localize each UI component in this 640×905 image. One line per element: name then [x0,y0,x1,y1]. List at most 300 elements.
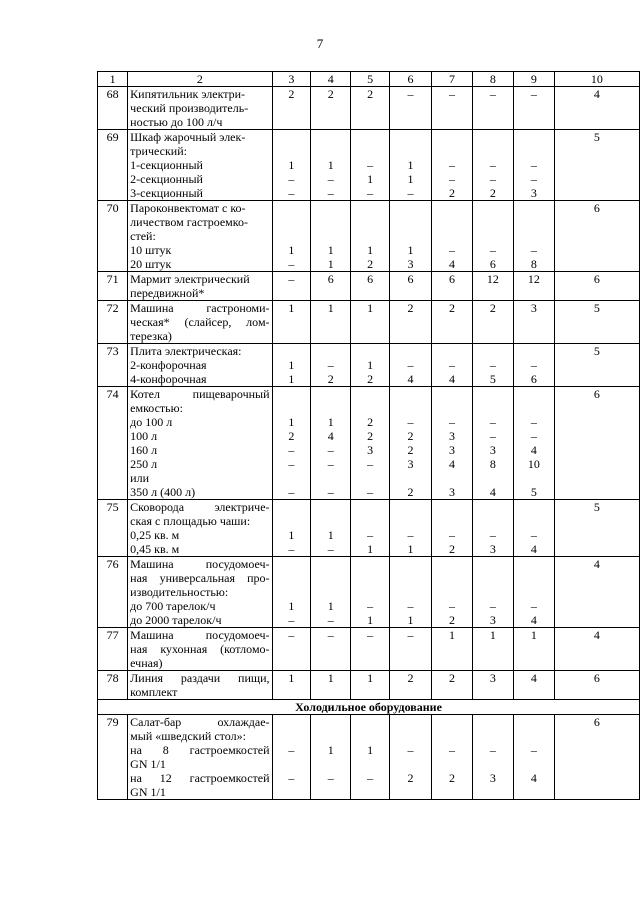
cell-line [555,757,639,771]
cell-line: – [407,186,414,200]
quantity-cell [311,671,351,700]
cell-line [311,215,350,229]
cell-line: 1 [407,243,414,257]
quantity-cell [431,671,472,700]
cell-line: 5 [593,130,600,144]
cell-line [432,329,472,343]
cell-line: 4 [448,457,455,471]
cell-line: – [327,613,334,627]
cell-line [273,757,311,771]
cell-line: – [327,628,334,642]
quantity-cell [431,272,472,301]
cell-line [390,144,431,158]
cell-line: 2 [448,542,455,556]
cell-line [311,315,350,329]
cell-line [390,471,431,485]
cell-line [555,729,639,743]
cell-line [390,329,431,343]
cell-line: 2 [367,257,374,271]
item-name [128,387,272,500]
cell-line [390,500,431,514]
item-name-line: Шкаф жарочный элек- [130,130,246,144]
item-name-line: ная кухонная (котломо- [130,642,270,656]
cell-line: 1 [407,542,414,556]
cell-line: 3 [448,485,455,499]
cell-line: 1 [327,743,334,757]
cell-line [390,715,431,729]
cell-line [473,401,513,415]
cell-line: 2 [407,485,414,499]
cell-line: 2 [288,87,295,101]
cell-line [311,344,350,358]
cell-line [514,557,554,571]
cell-line: 8 [530,257,537,271]
cell-line: 2 [327,372,334,386]
cell-line [514,656,554,670]
item-name-line: 0,45 кв. м [130,542,180,556]
cell-line: 4 [593,628,600,642]
norm-cell [554,87,639,130]
cell-line: – [448,172,455,186]
cell-line: 1 [367,542,374,556]
cell-line [390,215,431,229]
cell-line: 1 [407,613,414,627]
cell-line: 1 [530,628,537,642]
cell-line [351,344,389,358]
cell-line [473,514,513,528]
cell-line: 3 [489,671,496,685]
cell-line [351,642,389,656]
cell-line [351,729,389,743]
table-row [98,500,640,557]
cell-line [514,115,554,129]
item-name-line: Пароконвектомат с ко- [130,201,246,215]
cell-line: – [327,186,334,200]
cell-line: – [530,358,537,372]
cell-line [514,715,554,729]
cell-line [273,387,311,401]
cell-line [390,785,431,799]
quantity-cell [472,272,513,301]
cell-line [311,656,350,670]
cell-line: 1 [367,743,374,757]
cell-line: 2 [367,415,374,429]
cell-line [432,656,472,670]
cell-line [311,401,350,415]
cell-line [273,130,311,144]
cell-line [555,415,639,429]
norm-cell [554,272,639,301]
page-number: 7 [316,36,324,51]
cell-line: 4 [593,87,600,101]
cell-line: 4 [530,542,537,556]
cell-line: 2 [448,186,455,200]
quantity-cell [389,130,431,201]
cell-line: – [288,257,295,271]
cell-line: – [367,485,374,499]
cell-line [390,571,431,585]
cell-line [432,215,472,229]
cell-line: 5 [489,372,496,386]
cell-line [273,642,311,656]
quantity-cell [311,387,351,500]
quantity-cell [472,628,513,671]
cell-line: – [288,613,295,627]
cell-line: – [327,485,334,499]
item-name [128,201,272,272]
cell-line [351,471,389,485]
cell-line [311,130,350,144]
cell-line: 2 [489,301,496,315]
cell-line: – [367,186,374,200]
quantity-cell [431,715,472,800]
cell-line: – [448,87,455,101]
quantity-cell [351,500,390,557]
quantity-cell [351,272,390,301]
header-cell: 4 [311,72,351,87]
cell-line [514,471,554,485]
header-cell: 2 [128,72,272,87]
item-name-line: 0,25 кв. м [130,528,180,542]
quantity-cell [472,201,513,272]
cell-line [555,685,639,699]
cell-line [473,329,513,343]
norm-cell [554,201,639,272]
cell-line [273,557,311,571]
cell-line [311,471,350,485]
quantity-cell [311,87,351,130]
cell-line: 6 [593,671,600,685]
cell-line [273,500,311,514]
quantity-cell [272,87,311,130]
cell-line [390,387,431,401]
item-name-line: или [130,471,149,485]
cell-line: – [489,87,496,101]
quantity-cell [472,671,513,700]
quantity-cell [431,87,472,130]
cell-line [390,101,431,115]
item-name [128,628,272,671]
cell-line [432,729,472,743]
cell-line [514,130,554,144]
cell-line: – [367,528,374,542]
cell-line [432,130,472,144]
cell-line: 1 [327,158,334,172]
cell-line: 6 [367,272,374,286]
cell-line: – [530,158,537,172]
cell-line [555,144,639,158]
item-name-line: 10 штук [130,243,172,257]
cell-line [273,229,311,243]
cell-line [432,785,472,799]
item-name-line: 4-конфорочная [130,372,207,386]
cell-line: 2 [448,771,455,785]
item-name-line: 3-секционный [130,186,203,200]
item-name [128,87,272,130]
cell-line: 6 [593,387,600,401]
cell-line [351,571,389,585]
quantity-cell [311,557,351,628]
cell-line: – [407,743,414,757]
quantity-cell [431,387,472,500]
cell-line: 2 [367,372,374,386]
item-name-line: GN 1/1 [130,785,166,799]
cell-line: – [489,429,496,443]
cell-line [273,571,311,585]
cell-line: 1 [367,358,374,372]
cell-line: 4 [530,443,537,457]
norm-cell [554,715,639,800]
header-cell: 1 [98,72,128,87]
cell-line [390,401,431,415]
cell-line: – [448,243,455,257]
cell-line: 6 [593,715,600,729]
cell-line [555,571,639,585]
cell-line [311,729,350,743]
quantity-cell [272,272,311,301]
cell-line [311,571,350,585]
cell-line [514,729,554,743]
cell-line: 1 [327,243,334,257]
cell-line [351,656,389,670]
section-body [98,700,640,715]
cell-line: 2 [407,771,414,785]
cell-line: 2 [288,429,295,443]
cell-line: – [489,415,496,429]
quantity-cell [513,500,554,557]
cell-line: 6 [593,272,600,286]
cell-line: 1 [288,158,295,172]
cell-line: – [288,743,295,757]
cell-line: 4 [530,771,537,785]
cell-line [351,315,389,329]
cell-line: 2 [489,186,496,200]
section-row [98,700,640,715]
cell-line [390,642,431,656]
cell-line [514,344,554,358]
cell-line [555,215,639,229]
cell-line [473,715,513,729]
header-cell: 5 [351,72,390,87]
item-name-line: комплект [130,685,178,699]
cell-line: – [489,158,496,172]
cell-line [311,500,350,514]
cell-line: 1 [288,358,295,372]
cell-line: – [448,528,455,542]
cell-line [432,201,472,215]
cell-line: 1 [327,528,334,542]
cell-line [473,656,513,670]
cell-line [273,101,311,115]
equipment-table [97,71,640,800]
quantity-cell [311,301,351,344]
norm-cell [554,387,639,500]
cell-line [473,471,513,485]
item-name-line: 2-конфорочная [130,358,207,372]
quantity-cell [513,557,554,628]
cell-line: – [407,528,414,542]
cell-line: – [367,457,374,471]
cell-line [473,115,513,129]
cell-line: 1 [448,628,455,642]
cell-line [311,715,350,729]
norm-cell [554,628,639,671]
cell-line [311,642,350,656]
cell-line: 3 [448,429,455,443]
cell-line: – [530,243,537,257]
table-row [98,387,640,500]
item-name-line: мый «шведский стол»: [130,729,246,743]
table-row [98,557,640,628]
cell-line [390,729,431,743]
quantity-cell [389,715,431,800]
item-name-line: 350 л (400 л) [130,485,196,499]
item-name-line: терезка) [130,329,172,343]
item-number: 79 [98,715,128,800]
cell-line [514,215,554,229]
cell-line: – [288,485,295,499]
cell-line [555,443,639,457]
cell-line [432,715,472,729]
cell-line: – [367,771,374,785]
cell-line: 1 [327,599,334,613]
item-name [128,344,272,387]
cell-line [351,215,389,229]
cell-line: – [489,599,496,613]
header-cell: 6 [389,72,431,87]
quantity-cell [472,715,513,800]
cell-line [311,557,350,571]
cell-line [351,229,389,243]
table-row [98,715,640,800]
cell-line [311,585,350,599]
item-number: 72 [98,301,128,344]
cell-line [555,186,639,200]
cell-line [311,286,350,300]
cell-line: – [448,358,455,372]
cell-line: 2 [407,443,414,457]
item-name-line: Машина гастрономи- [130,301,270,315]
cell-line [432,585,472,599]
quantity-cell [311,500,351,557]
cell-line: – [288,628,295,642]
cell-line [273,514,311,528]
cell-line: 5 [593,301,600,315]
cell-line [473,642,513,656]
cell-line: 3 [489,771,496,785]
quantity-cell [351,557,390,628]
cell-line: 2 [327,87,334,101]
cell-line [432,286,472,300]
cell-line: – [288,542,295,556]
cell-line: 2 [448,301,455,315]
table-row [98,87,640,130]
item-name-line: 2-секционный [130,172,203,186]
item-name-line: Кипятильник электри- [130,87,246,101]
cell-line: 6 [407,272,414,286]
cell-line [432,514,472,528]
cell-line [555,329,639,343]
cell-line: – [288,443,295,457]
quantity-cell [272,628,311,671]
item-name-line: трический: [130,144,187,158]
cell-line [351,785,389,799]
cell-line: 2 [407,429,414,443]
cell-line [311,101,350,115]
cell-line: – [489,743,496,757]
cell-line: – [407,87,414,101]
cell-line: – [448,743,455,757]
cell-line [311,229,350,243]
item-name-line: до 700 тарелок/ч [130,599,216,613]
quantity-cell [351,387,390,500]
table-body [98,87,640,700]
cell-line [390,201,431,215]
cell-line: 1 [367,172,374,186]
cell-line [473,571,513,585]
item-number: 71 [98,272,128,301]
cell-line [555,599,639,613]
cell-line [311,785,350,799]
cell-line [390,585,431,599]
cell-line [432,315,472,329]
cell-line [273,344,311,358]
item-name-line: емкостью: [130,401,183,415]
cell-line: 2 [407,671,414,685]
item-name-line: Сковорода электриче- [130,500,270,514]
item-name-line: ская с площадью чаши: [130,514,251,528]
quantity-cell [513,301,554,344]
item-name-line: Мармит электрический [130,272,250,286]
norm-cell [554,500,639,557]
cell-line: 1 [367,301,374,315]
cell-line: – [288,272,295,286]
norm-cell [554,130,639,201]
cell-line [311,514,350,528]
cell-line: 1 [367,613,374,627]
cell-line: 1 [288,415,295,429]
item-name-line: GN 1/1 [130,757,166,771]
cell-line: 5 [593,500,600,514]
cell-line: – [530,429,537,443]
cell-line [432,115,472,129]
cell-line [351,286,389,300]
item-number: 68 [98,87,128,130]
cell-line [555,485,639,499]
cell-line [473,201,513,215]
cell-line [432,685,472,699]
cell-line [273,401,311,415]
item-name-line: до 2000 тарелок/ч [130,613,222,627]
item-name-line: 1-секционный [130,158,203,172]
cell-line [351,387,389,401]
item-number: 74 [98,387,128,500]
cell-line: – [327,443,334,457]
cell-line [473,729,513,743]
cell-line [432,387,472,401]
quantity-cell [311,130,351,201]
item-name-line: 20 штук [130,257,172,271]
cell-line [514,201,554,215]
quantity-cell [513,628,554,671]
cell-line [390,315,431,329]
quantity-cell [389,628,431,671]
cell-line [390,557,431,571]
cell-line [351,329,389,343]
cell-line [514,315,554,329]
cell-line [311,201,350,215]
item-name-line: изводительностью: [130,585,229,599]
